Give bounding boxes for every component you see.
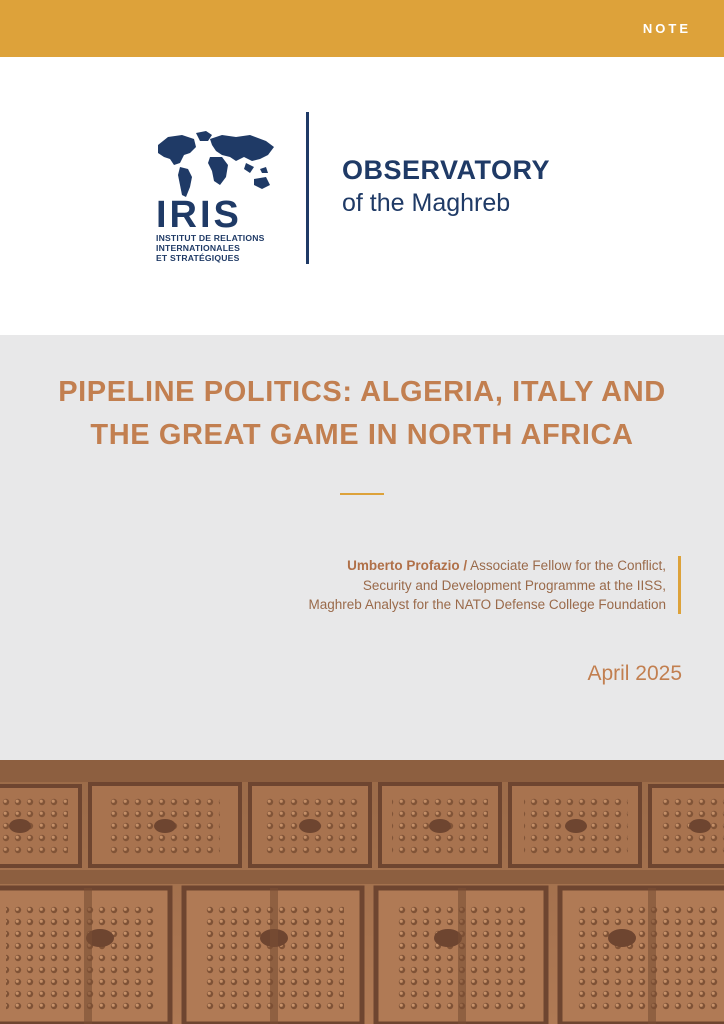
top-bar bbox=[0, 0, 724, 57]
iris-wordmark: IRIS bbox=[156, 194, 242, 236]
title-rule bbox=[340, 493, 384, 495]
world-map-icon bbox=[158, 131, 274, 197]
author-block bbox=[309, 556, 666, 615]
iris-subtitle-2: INTERNATIONALES bbox=[156, 243, 241, 253]
logo-divider bbox=[306, 112, 309, 264]
author-role-2: Security and Development Programme at the IISS, bbox=[362, 577, 666, 593]
author-role-3: Maghreb Analyst for the NATO Defense College Foundation bbox=[308, 597, 666, 612]
author-name: Umberto Profazio / bbox=[347, 558, 468, 573]
title-band bbox=[0, 335, 724, 760]
iris-logo bbox=[150, 127, 280, 267]
document-title bbox=[20, 371, 704, 457]
author-role-1: Associate Fellow for the Conflict, bbox=[470, 558, 666, 573]
publication-date: April 2025 bbox=[587, 662, 682, 685]
architectural-pattern-image bbox=[0, 760, 724, 1024]
observatory-subtitle: of the Maghreb bbox=[342, 189, 511, 217]
observatory-title: OBSERVATORY bbox=[342, 155, 551, 185]
iris-subtitle-3: ET STRATÉGIQUES bbox=[156, 253, 240, 263]
logo-area bbox=[0, 57, 724, 335]
tile-row-top bbox=[0, 784, 724, 866]
iris-subtitle-1: INSTITUT DE RELATIONS bbox=[156, 233, 265, 243]
tile-row-bottom bbox=[0, 888, 724, 1024]
document-title-line-2: THE GREAT GAME IN NORTH AFRICA bbox=[90, 419, 634, 451]
document-title-line-1: PIPELINE POLITICS: ALGERIA, ITALY AND bbox=[58, 376, 666, 408]
author-accent-bar bbox=[678, 556, 681, 614]
document-type-label: NOTE bbox=[642, 21, 691, 36]
cover-photo bbox=[0, 760, 724, 1024]
